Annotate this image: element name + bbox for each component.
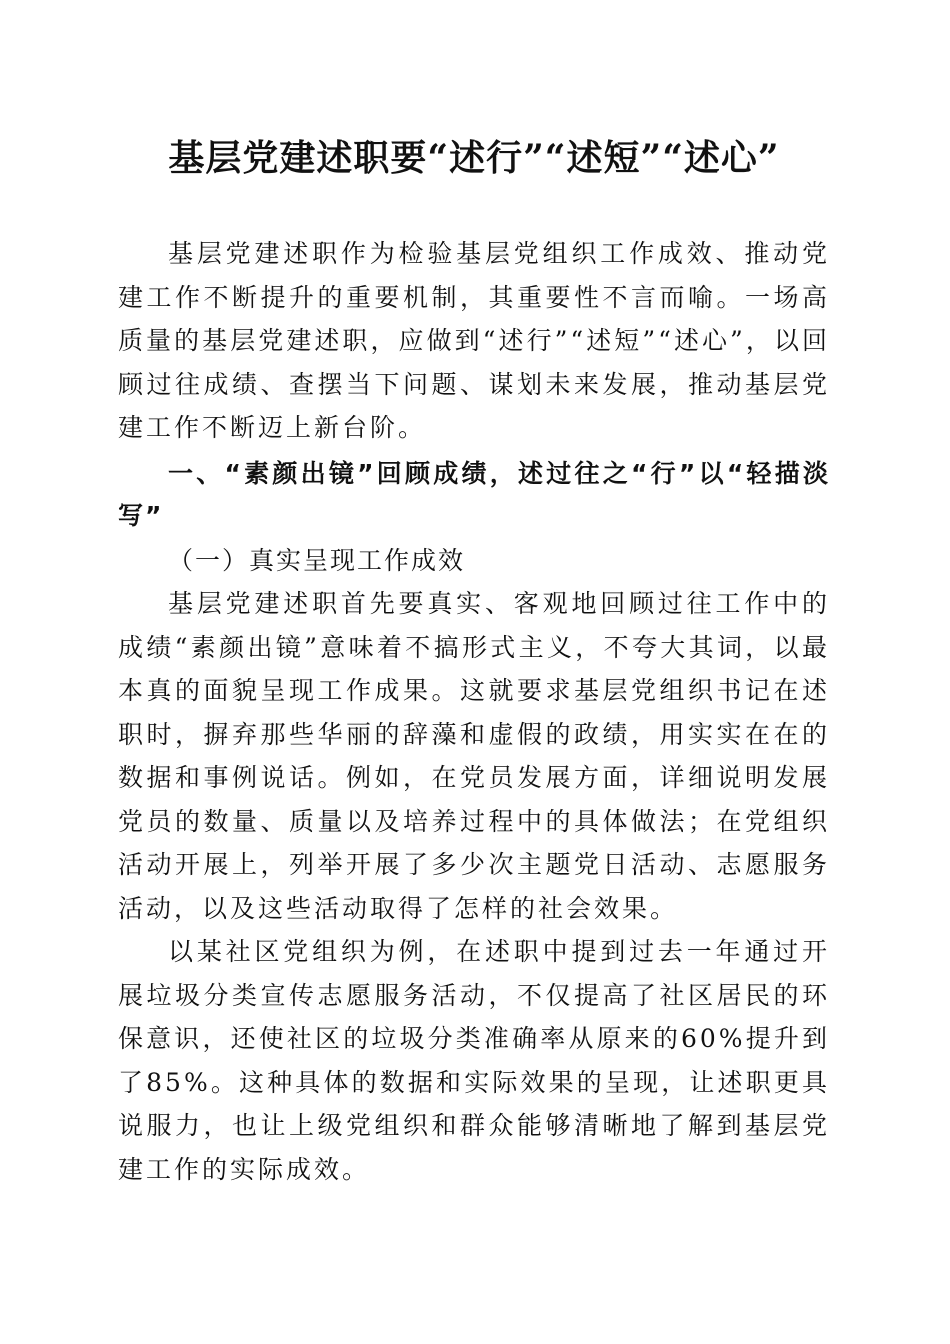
section-heading-1: 一、“素颜出镜”回顾成绩，述过往之“行”以“轻描淡写” [118, 458, 830, 530]
subsection-heading-1: （一）真实呈现工作成效 [168, 545, 466, 575]
body-paragraph-1: 基层党建述职首先要真实、客观地回顾过往工作中的成绩“素颜出镜”意味着不搞形式主义，不夸大其词，以最本真的面貌呈现工作成果。这就要求基层党组织书记在述职时，摒弃那些华丽的辞藻和虚假的政绩，用实实在在的数据和事例说话。例如，在党员发展方面，详细说明发展党员的数量、质量以及培养过程中的具体做法；在党组织活动开展上，列举开展了多少次主题党日活动、志愿服务活动，以及这些活动取得了怎样的社会效果。 [118, 589, 830, 923]
body-paragraph-2: 以某社区党组织为例，在述职中提到过去一年通过开展垃圾分类宣传志愿服务活动，不仅提高了社区居民的环保意识，还使社区的垃圾分类准确率从原来的60%提升到了85%。这种具体的数据和实际效果的呈现，让述职更具说服力，也让上级党组织和群众能够清晰地了解到基层党建工作的实际成效。 [118, 937, 830, 1184]
document-body [118, 232, 830, 1191]
document-title: 基层党建述职要“述行”“述短”“述心” [168, 137, 780, 179]
intro-paragraph: 基层党建述职作为检验基层党组织工作成效、推动党建工作不断提升的重要机制，其重要性不言而喻。一场高质量的基层党建述职，应做到“述行”“述短”“述心”，以回顾过往成绩、查摆当下问题、谋划未来发展，推动基层党建工作不断迈上新台阶。 [118, 239, 830, 442]
